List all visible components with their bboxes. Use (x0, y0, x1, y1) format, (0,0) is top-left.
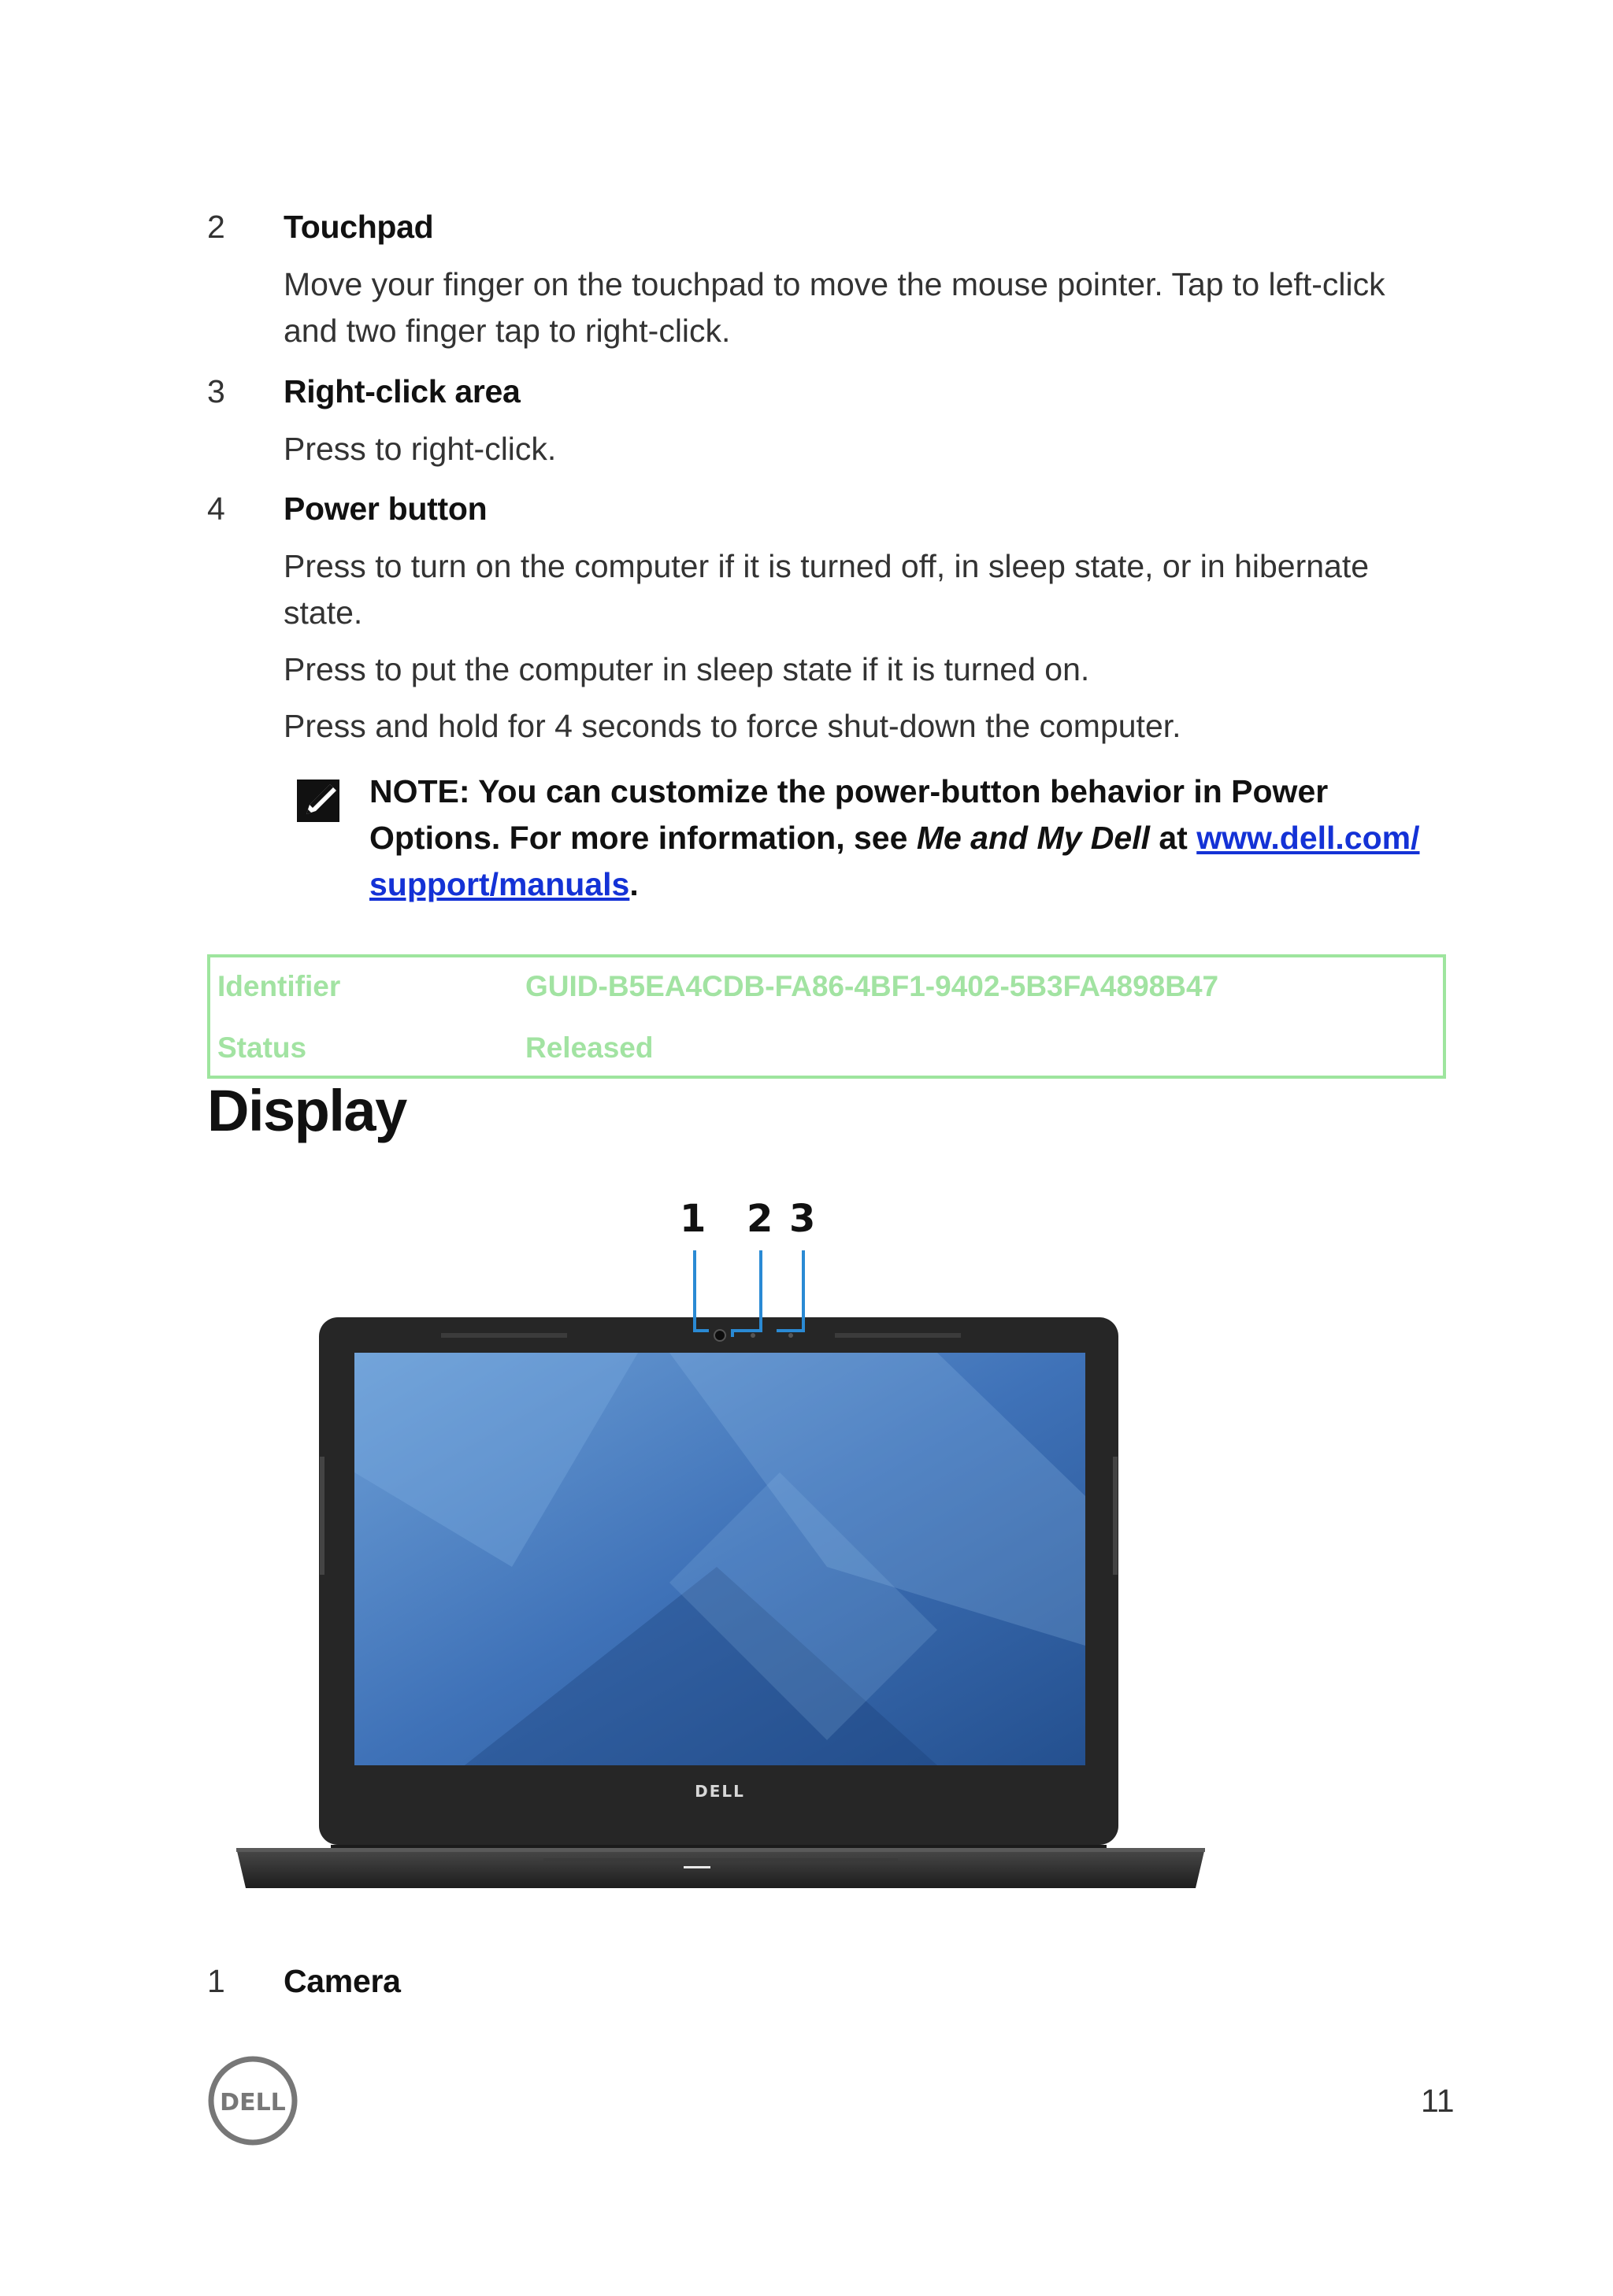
identifier-value: GUID-B5EA4CDB-FA86-4BF1-9402-5B3FA4898B47 (525, 970, 1219, 1002)
note-pencil-icon (295, 776, 344, 825)
note-doc-title: Me and My Dell (916, 820, 1150, 856)
item-desc-touchpad (284, 261, 1385, 354)
display-item-title-camera: Camera (284, 1963, 401, 1999)
note-line-1: NOTE: You can customize the power-button behavior in Power (369, 773, 1329, 809)
status-value: Released (525, 1031, 654, 1064)
laptop-bezel-logo: DELL (695, 1782, 745, 1801)
item-title-touchpad: Touchpad (284, 209, 434, 245)
laptop-illustration (228, 1236, 1213, 1890)
note-text-mid: at (1149, 820, 1197, 856)
item-number: 3 (207, 373, 225, 409)
item-title-right-click: Right-click area (284, 373, 521, 409)
note-text (369, 768, 1456, 908)
note-text-prefix: Options. For more information, see (369, 820, 917, 856)
note-end: . (629, 866, 639, 902)
callout-2: 2 (747, 1197, 773, 1241)
page-number: 11 (1421, 2083, 1455, 2119)
status-label: Status (217, 1031, 307, 1064)
desc-line: Move your finger on the touchpad to move the mouse pointer. Tap to left-click (284, 266, 1385, 302)
support-link[interactable]: www.dell.com/ (1196, 820, 1420, 856)
identifier-label: Identifier (217, 970, 341, 1002)
support-link-continued[interactable]: support/manuals (369, 866, 630, 902)
item-number: 2 (207, 209, 225, 245)
footer-logo-text: DELL (220, 2089, 286, 2116)
desc-line: state. (284, 594, 363, 631)
footer-dell-logo (207, 2055, 298, 2146)
item-title-power-button: Power button (284, 491, 488, 527)
note-line-3 (369, 861, 1456, 908)
desc-line: Press to turn on the computer if it is turned off, in sleep state, or in hibernate (284, 548, 1370, 584)
desc-line: and two finger tap to right-click. (284, 313, 731, 349)
note-line-2 (369, 815, 1456, 861)
callout-1: 1 (680, 1197, 706, 1241)
item-desc-power-button (284, 543, 1369, 750)
section-title: Display (207, 1078, 406, 1143)
desc-line: Press to put the computer in sleep state if it is turned on. (284, 651, 1090, 687)
item-number: 4 (207, 491, 225, 527)
desc-line: Press to right-click. (284, 431, 557, 467)
desc-line: Press and hold for 4 seconds to force shut-down the computer. (284, 708, 1181, 744)
item-desc-right-click (284, 426, 556, 472)
display-item-number: 1 (207, 1963, 225, 1999)
callout-3: 3 (789, 1197, 816, 1241)
